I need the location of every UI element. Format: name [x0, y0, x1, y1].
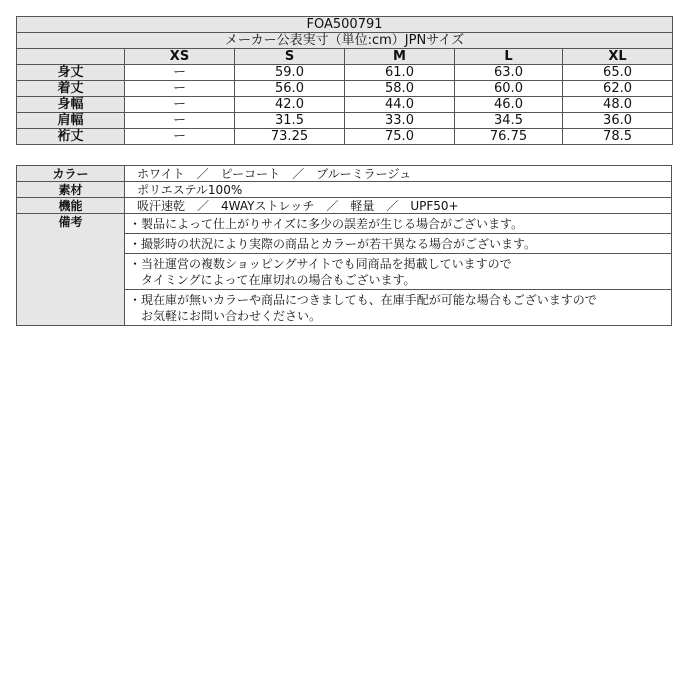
size-value: ー: [125, 81, 235, 97]
size-value: 58.0: [345, 81, 455, 97]
size-value: 31.5: [235, 113, 345, 129]
table-row: [17, 65, 673, 81]
table-row: [17, 129, 673, 145]
size-header: L: [455, 49, 563, 65]
notes-label: 備考: [17, 214, 125, 326]
size-value: 36.0: [563, 113, 673, 129]
table-row: [17, 81, 673, 97]
note-line: ・現在庫が無いカラーや商品につきましても、在庫手配が可能な場合もございますので: [129, 293, 597, 307]
size-value: ー: [125, 113, 235, 129]
material-row: [17, 182, 672, 198]
color-row: [17, 166, 672, 182]
size-table-subtitle: メーカー公表実寸（単位:cm）JPNサイズ: [17, 33, 673, 49]
size-header: S: [235, 49, 345, 65]
product-code: FOA500791: [17, 17, 673, 33]
size-value: 60.0: [455, 81, 563, 97]
note-line: タイミングによって在庫切れの場合もございます。: [141, 273, 416, 287]
row-label: 身幅: [17, 97, 125, 113]
size-value: 56.0: [235, 81, 345, 97]
size-value: ー: [125, 97, 235, 113]
size-value: 62.0: [563, 81, 673, 97]
material-value: ポリエステル100%: [125, 182, 672, 198]
size-value: 61.0: [345, 65, 455, 81]
size-value: 78.5: [563, 129, 673, 145]
table-row: [17, 97, 673, 113]
size-header-row: [17, 49, 673, 65]
notes-row: [17, 214, 672, 234]
table-row: [17, 113, 673, 129]
size-value: 34.5: [455, 113, 563, 129]
material-label: 素材: [17, 182, 125, 198]
row-label: 身丈: [17, 65, 125, 81]
size-header: M: [345, 49, 455, 65]
note-item: [125, 290, 672, 326]
size-header: XS: [125, 49, 235, 65]
function-row: [17, 198, 672, 214]
size-value: 48.0: [563, 97, 673, 113]
size-value: 42.0: [235, 97, 345, 113]
row-label: 肩幅: [17, 113, 125, 129]
function-value: 吸汗速乾 ／ 4WAYストレッチ ／ 軽量 ／ UPF50+: [125, 198, 672, 214]
size-value: 73.25: [235, 129, 345, 145]
size-header: XL: [563, 49, 673, 65]
note-line: ・撮影時の状況により実際の商品とカラーが若干異なる場合がございます。: [129, 237, 537, 251]
function-label: 機能: [17, 198, 125, 214]
row-label: 裄丈: [17, 129, 125, 145]
note-line: ・製品によって仕上がりサイズに多少の誤差が生じる場合がございます。: [129, 217, 524, 231]
size-value: 59.0: [235, 65, 345, 81]
spec-table: [16, 165, 672, 326]
size-value: 33.0: [345, 113, 455, 129]
size-value: 65.0: [563, 65, 673, 81]
size-value: 46.0: [455, 97, 563, 113]
note-line: ・当社運営の複数ショッピングサイトでも同商品を掲載していますので: [129, 257, 512, 271]
size-value: 75.0: [345, 129, 455, 145]
note-item: [125, 214, 672, 234]
size-value: 63.0: [455, 65, 563, 81]
note-item: [125, 234, 672, 254]
size-value: ー: [125, 65, 235, 81]
row-label: 着丈: [17, 81, 125, 97]
color-label: カラー: [17, 166, 125, 182]
note-line: お気軽にお問い合わせください。: [141, 309, 322, 323]
corner-cell: [17, 49, 125, 65]
color-value: ホワイト ／ ピーコート ／ ブルーミラージュ: [125, 166, 672, 182]
size-table: [16, 16, 673, 145]
size-value: 76.75: [455, 129, 563, 145]
note-item: [125, 254, 672, 290]
size-value: 44.0: [345, 97, 455, 113]
size-value: ー: [125, 129, 235, 145]
